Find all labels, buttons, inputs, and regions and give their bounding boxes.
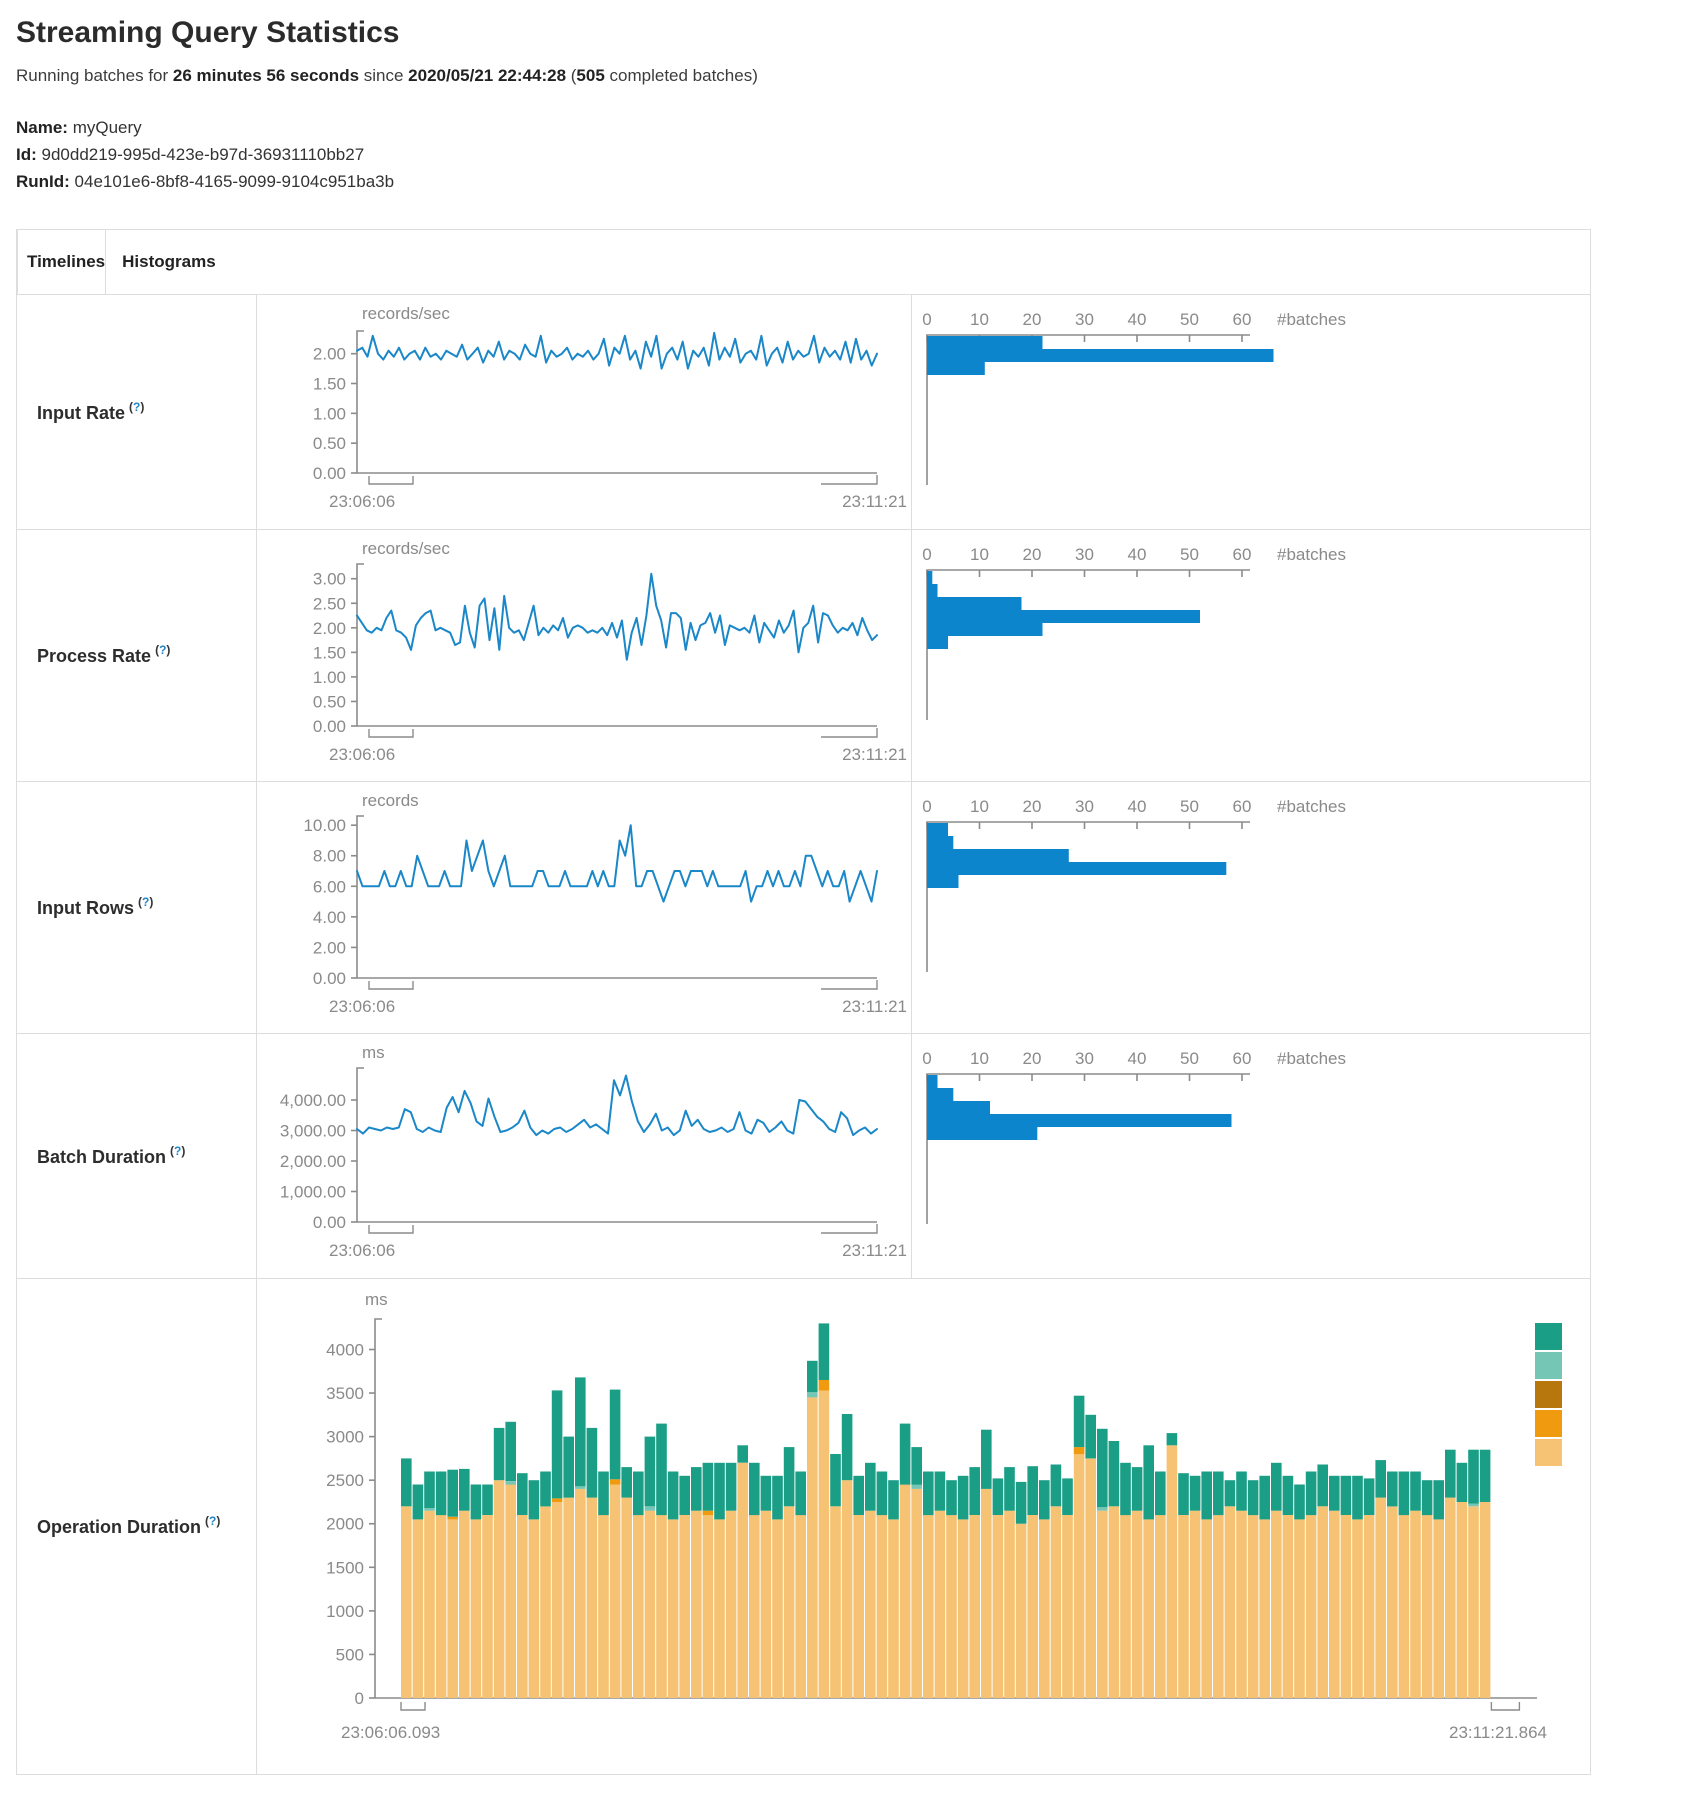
svg-text:8.00: 8.00	[312, 846, 346, 866]
batch-duration-label: Batch Duration (?)	[37, 1143, 186, 1167]
svg-text:2.50: 2.50	[312, 594, 346, 614]
svg-text:0.00: 0.00	[312, 969, 346, 988]
process-rate-timeline-chart	[256, 530, 911, 781]
svg-text:23:11:21.864: 23:11:21.864	[1449, 1723, 1547, 1742]
svg-text:records/sec: records/sec	[362, 304, 450, 323]
svg-text:0.50: 0.50	[312, 692, 346, 712]
svg-text:60: 60	[1232, 310, 1252, 329]
svg-text:23:06:06: 23:06:06	[329, 745, 396, 764]
svg-text:0.00: 0.00	[312, 717, 346, 736]
svg-text:23:06:06.093: 23:06:06.093	[341, 1723, 441, 1742]
timelines-header: Timelines	[27, 252, 106, 271]
svg-text:4,000.00: 4,000.00	[279, 1091, 346, 1111]
svg-text:#batches: #batches	[1277, 797, 1346, 816]
operation-duration-legend	[1535, 1323, 1562, 1468]
statistics-table	[16, 229, 1591, 1775]
summary-batch-count: 505	[576, 66, 605, 85]
process-rate-help-icon[interactable]: (?)	[155, 643, 171, 657]
batch-duration-timeline-chart	[256, 1034, 911, 1278]
summary-since: since	[359, 66, 409, 85]
svg-text:40: 40	[1127, 310, 1147, 329]
svg-text:3500: 3500	[326, 1384, 364, 1404]
svg-text:0.50: 0.50	[312, 434, 346, 454]
svg-text:3,000.00: 3,000.00	[279, 1121, 346, 1141]
svg-text:1.00: 1.00	[312, 667, 346, 687]
svg-text:23:11:21: 23:11:21	[842, 997, 907, 1016]
summary-paren-open: (	[566, 66, 577, 85]
query-runid-line	[16, 168, 1693, 195]
header-histograms-cell	[105, 230, 216, 294]
svg-text:23:11:21: 23:11:21	[842, 745, 907, 764]
summary-paren-close: completed batches)	[604, 66, 758, 85]
batch-duration-label-cell	[17, 1034, 256, 1278]
svg-text:1,000.00: 1,000.00	[279, 1182, 346, 1202]
svg-text:0: 0	[922, 545, 932, 564]
svg-text:23:11:21: 23:11:21	[842, 492, 907, 511]
svg-text:0: 0	[922, 797, 932, 816]
operation-duration-row	[17, 1278, 1590, 1774]
svg-text:1.00: 1.00	[312, 404, 346, 424]
svg-text:0.00: 0.00	[312, 1213, 346, 1232]
running-batches-summary	[0, 66, 1693, 86]
process-rate-label-cell	[17, 530, 256, 781]
svg-text:40: 40	[1127, 545, 1147, 564]
page-title: Streaming Query Statistics	[16, 16, 400, 49]
svg-text:23:06:06: 23:06:06	[329, 492, 396, 511]
svg-text:60: 60	[1232, 1049, 1252, 1068]
svg-text:3.00: 3.00	[312, 569, 346, 589]
legend-swatch-light-teal	[1535, 1352, 1562, 1379]
svg-text:500: 500	[335, 1645, 364, 1665]
svg-text:records: records	[362, 791, 419, 810]
svg-text:50: 50	[1180, 1049, 1199, 1068]
legend-swatch-green	[1535, 1323, 1562, 1350]
svg-text:50: 50	[1180, 797, 1199, 816]
svg-text:1500: 1500	[326, 1558, 364, 1578]
svg-text:23:06:06: 23:06:06	[329, 997, 396, 1016]
svg-text:1000: 1000	[326, 1601, 364, 1621]
batch-duration-help-icon[interactable]: (?)	[170, 1143, 186, 1158]
svg-text:6.00: 6.00	[312, 877, 346, 897]
query-name-label: Name:	[16, 118, 68, 137]
process-rate-histogram-chart	[911, 530, 1592, 781]
svg-text:1.50: 1.50	[312, 374, 346, 394]
input-rate-histogram-chart	[911, 295, 1592, 529]
operation-duration-label: Operation Duration (?)	[37, 1514, 221, 1537]
input-rate-timeline-chart	[256, 295, 911, 529]
svg-text:30: 30	[1075, 545, 1094, 564]
operation-duration-stacked-chart	[257, 1279, 1592, 1774]
svg-text:23:11:21: 23:11:21	[842, 1241, 907, 1260]
batch-duration-histogram-chart	[911, 1034, 1592, 1278]
table-header-row	[17, 230, 1590, 294]
svg-text:60: 60	[1232, 545, 1252, 564]
legend-swatch-orange	[1535, 1410, 1562, 1437]
query-runid-value: 04e101e6-8bf8-4165-9099-9104c951ba3b	[69, 172, 395, 191]
svg-text:60: 60	[1232, 797, 1252, 816]
svg-text:20: 20	[1022, 545, 1042, 564]
svg-text:23:06:06: 23:06:06	[329, 1241, 396, 1260]
svg-text:50: 50	[1180, 545, 1199, 564]
svg-text:40: 40	[1127, 797, 1147, 816]
svg-text:0: 0	[922, 310, 932, 329]
svg-text:4000: 4000	[326, 1340, 364, 1360]
query-name-line	[16, 114, 1693, 141]
svg-text:#batches: #batches	[1277, 310, 1346, 329]
svg-text:#batches: #batches	[1277, 545, 1346, 564]
svg-text:ms: ms	[365, 1290, 388, 1309]
svg-text:0.00: 0.00	[312, 464, 346, 483]
input-rate-help-icon[interactable]: (?)	[129, 399, 145, 414]
summary-prefix: Running batches for	[16, 66, 173, 85]
input-rows-label: Input Rows (?)	[37, 895, 154, 918]
legend-swatch-light-orange	[1535, 1439, 1562, 1466]
query-id-label: Id:	[16, 145, 37, 164]
input-rows-row	[17, 781, 1590, 1033]
svg-text:40: 40	[1127, 1049, 1147, 1068]
svg-text:10: 10	[970, 1049, 989, 1068]
svg-text:30: 30	[1075, 310, 1094, 329]
input-rows-timeline-chart	[256, 782, 911, 1033]
svg-text:#batches: #batches	[1277, 1049, 1346, 1068]
operation-duration-label-cell	[17, 1279, 256, 1774]
svg-text:30: 30	[1075, 797, 1094, 816]
summary-duration: 26 minutes 56 seconds	[172, 66, 360, 85]
svg-text:10.00: 10.00	[303, 816, 346, 836]
batch-duration-row	[17, 1033, 1590, 1278]
svg-text:records/sec: records/sec	[362, 539, 450, 558]
svg-text:1.50: 1.50	[312, 643, 346, 663]
process-rate-row	[17, 529, 1590, 781]
svg-text:ms: ms	[362, 1043, 385, 1062]
input-rate-label: Input Rate (?)	[37, 399, 145, 423]
svg-text:2.00: 2.00	[312, 938, 346, 958]
svg-text:2500: 2500	[326, 1471, 364, 1491]
svg-text:10: 10	[970, 310, 989, 329]
query-id-line	[16, 141, 1693, 168]
header-timelines-cell	[17, 230, 105, 294]
operation-duration-help-icon[interactable]: (?)	[205, 1514, 221, 1528]
input-rate-label-cell	[17, 295, 256, 529]
query-meta	[0, 114, 1693, 195]
svg-text:2.00: 2.00	[312, 344, 346, 364]
svg-text:20: 20	[1022, 1049, 1042, 1068]
summary-timestamp: 2020/05/21 22:44:28	[408, 66, 567, 85]
svg-text:2.00: 2.00	[312, 618, 346, 638]
svg-text:3000: 3000	[326, 1427, 364, 1447]
svg-text:10: 10	[970, 797, 989, 816]
query-id-value: 9d0dd219-995d-423e-b97d-36931110bb27	[36, 145, 365, 164]
svg-text:0: 0	[354, 1689, 364, 1708]
svg-text:4.00: 4.00	[312, 907, 346, 927]
svg-text:0: 0	[922, 1049, 932, 1068]
input-rows-help-icon[interactable]: (?)	[138, 895, 154, 909]
query-runid-label: RunId:	[16, 172, 70, 191]
svg-text:10: 10	[970, 545, 989, 564]
legend-swatch-dark-gold	[1535, 1381, 1562, 1408]
svg-text:20: 20	[1022, 797, 1042, 816]
histograms-header: Histograms	[122, 252, 216, 271]
svg-text:20: 20	[1022, 310, 1042, 329]
process-rate-label: Process Rate (?)	[37, 643, 171, 666]
operation-duration-chart-cell	[256, 1279, 1592, 1774]
svg-text:2,000.00: 2,000.00	[279, 1152, 346, 1172]
query-name-value: myQuery	[67, 118, 142, 137]
input-rows-histogram-chart	[911, 782, 1592, 1033]
input-rate-row	[17, 294, 1590, 529]
svg-text:50: 50	[1180, 310, 1199, 329]
svg-text:2000: 2000	[326, 1514, 364, 1534]
svg-text:30: 30	[1075, 1049, 1094, 1068]
input-rows-label-cell	[17, 782, 256, 1033]
